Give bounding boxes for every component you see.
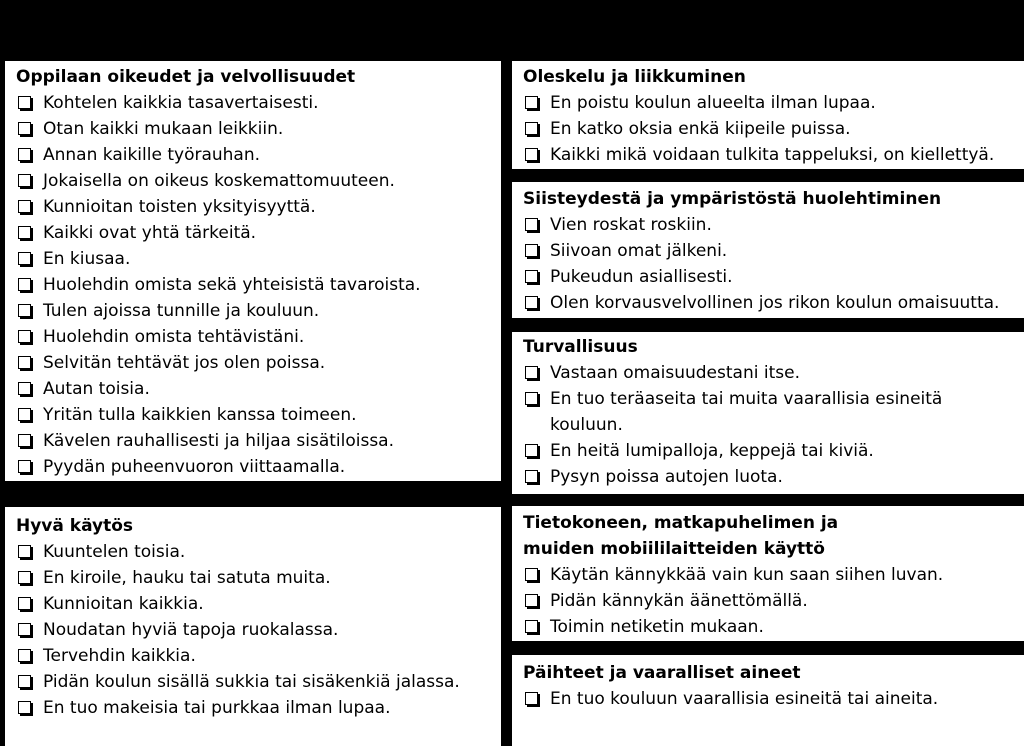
checkbox-icon[interactable] [525, 568, 538, 581]
list-item: Huolehdin omista tehtävistäni. [16, 324, 501, 350]
list-item: Kohtelen kaikkia tasavertaisesti. [16, 90, 501, 116]
checkbox-icon[interactable] [525, 218, 538, 231]
list-item: Kunnioitan kaikkia. [16, 591, 501, 617]
list-item: Pyydän puheenvuoron viittaamalla. [16, 454, 501, 480]
checklist-substances [523, 686, 1024, 712]
checkbox-icon[interactable] [18, 675, 31, 688]
panel-good-behaviour [5, 507, 501, 746]
list-item: En kiroile, hauku tai satuta muita. [16, 565, 501, 591]
panel-title-movement: Oleskelu ja liikkuminen [523, 67, 746, 87]
list-item: En tuo makeisia tai purkkaa ilman lupaa. [16, 695, 501, 721]
list-item: En kiusaa. [16, 246, 501, 272]
panel-devices [512, 506, 1024, 641]
checkbox-icon[interactable] [525, 296, 538, 309]
checkbox-icon[interactable] [525, 444, 538, 457]
list-item: Pidän koulun sisällä sukkia tai sisäkenkiä jalassa. [16, 669, 501, 695]
list-item: Käytän kännykkää vain kun saan siihen luvan. [523, 562, 1024, 588]
list-item: Pukeudun asiallisesti. [523, 264, 1024, 290]
checkbox-icon[interactable] [525, 692, 538, 705]
list-item: Kunnioitan toisten yksityisyyttä. [16, 194, 501, 220]
checkbox-icon[interactable] [525, 594, 538, 607]
list-item: Tervehdin kaikkia. [16, 643, 501, 669]
checkbox-icon[interactable] [18, 252, 31, 265]
checklist-safety [523, 360, 1024, 490]
checkbox-icon[interactable] [525, 148, 538, 161]
list-item: Huolehdin omista sekä yhteisistä tavaroista. [16, 272, 501, 298]
checkbox-icon[interactable] [18, 460, 31, 473]
checkbox-icon[interactable] [18, 174, 31, 187]
list-item: Annan kaikille työrauhan. [16, 142, 501, 168]
checklist-tidiness [523, 212, 1024, 316]
panel-title-devices: Tietokoneen, matkapuhelimen ja muiden mobiililaitteiden käyttö [523, 513, 839, 559]
checkbox-icon[interactable] [18, 408, 31, 421]
list-item: Selvitän tehtävät jos olen poissa. [16, 350, 501, 376]
list-item: Kaikki mikä voidaan tulkita tappeluksi, on kiellettyä. [523, 142, 1024, 168]
list-item: En katko oksia enkä kiipeile puissa. [523, 116, 1024, 142]
list-item: En tuo kouluun vaarallisia esineitä tai aineita. [523, 686, 1024, 712]
checkbox-icon[interactable] [18, 226, 31, 239]
list-item: Noudatan hyviä tapoja ruokalassa. [16, 617, 501, 643]
list-item: Vien roskat roskiin. [523, 212, 1024, 238]
list-item: Yritän tulla kaikkien kanssa toimeen. [16, 402, 501, 428]
checkbox-icon[interactable] [18, 545, 31, 558]
list-item: Otan kaikki mukaan leikkiin. [16, 116, 501, 142]
list-item: Toimin netiketin mukaan. [523, 614, 1024, 640]
list-item: Tulen ajoissa tunnille ja kouluun. [16, 298, 501, 324]
list-item: Vastaan omaisuudestani itse. [523, 360, 1024, 386]
checkbox-icon[interactable] [18, 304, 31, 317]
list-item: Kuuntelen toisia. [16, 539, 501, 565]
list-item: Jokaisella on oikeus koskemattomuuteen. [16, 168, 501, 194]
checkbox-icon[interactable] [18, 278, 31, 291]
checkbox-icon[interactable] [18, 382, 31, 395]
list-item: Kaikki ovat yhtä tärkeitä. [16, 220, 501, 246]
checklist-movement [523, 90, 1024, 168]
panel-title-tidiness: Siisteydestä ja ympäristöstä huolehtiminen [523, 189, 942, 209]
panel-title-student-rights: Oppilaan oikeudet ja velvollisuudet [16, 67, 356, 87]
list-item: Kävelen rauhallisesti ja hiljaa sisätiloissa. [16, 428, 501, 454]
panel-title-good-behaviour: Hyvä käytös [16, 516, 134, 536]
checklist-good-behaviour [16, 539, 501, 721]
checkbox-icon[interactable] [18, 122, 31, 135]
checkbox-icon[interactable] [18, 148, 31, 161]
checkbox-icon[interactable] [18, 96, 31, 109]
checkbox-icon[interactable] [18, 200, 31, 213]
list-item: En heitä lumipalloja, keppejä tai kiviä. [523, 438, 1024, 464]
panel-tidiness [512, 182, 1024, 318]
checkbox-icon[interactable] [18, 571, 31, 584]
list-item: Pidän kännykän äänettömällä. [523, 588, 1024, 614]
checkbox-icon[interactable] [18, 434, 31, 447]
panel-substances [512, 655, 1024, 746]
checkbox-icon[interactable] [525, 470, 538, 483]
checkbox-icon[interactable] [18, 597, 31, 610]
checkbox-icon[interactable] [525, 366, 538, 379]
checklist-devices [523, 562, 1024, 640]
checkbox-icon[interactable] [18, 330, 31, 343]
checkbox-icon[interactable] [525, 392, 538, 405]
checkbox-icon[interactable] [525, 244, 538, 257]
panel-safety [512, 332, 1024, 494]
checkbox-icon[interactable] [18, 649, 31, 662]
list-item: En tuo teräaseita tai muita vaarallisia esineitä kouluun. [523, 386, 1024, 438]
list-item: Siivoan omat jälkeni. [523, 238, 1024, 264]
checkbox-icon[interactable] [525, 122, 538, 135]
checklist-student-rights [16, 90, 501, 480]
panel-title-substances: Päihteet ja vaaralliset aineet [523, 663, 801, 683]
checkbox-icon[interactable] [18, 701, 31, 714]
panel-student-rights [5, 61, 501, 481]
list-item: En poistu koulun alueelta ilman lupaa. [523, 90, 1024, 116]
list-item: Olen korvausvelvollinen jos rikon koulun omaisuutta. [523, 290, 1024, 316]
checkbox-icon[interactable] [18, 623, 31, 636]
checkbox-icon[interactable] [525, 270, 538, 283]
list-item: Autan toisia. [16, 376, 501, 402]
checkbox-icon[interactable] [525, 620, 538, 633]
checkbox-icon[interactable] [525, 96, 538, 109]
panel-movement [512, 61, 1024, 169]
checkbox-icon[interactable] [18, 356, 31, 369]
list-item: Pysyn poissa autojen luota. [523, 464, 1024, 490]
panel-title-safety: Turvallisuus [523, 337, 638, 357]
